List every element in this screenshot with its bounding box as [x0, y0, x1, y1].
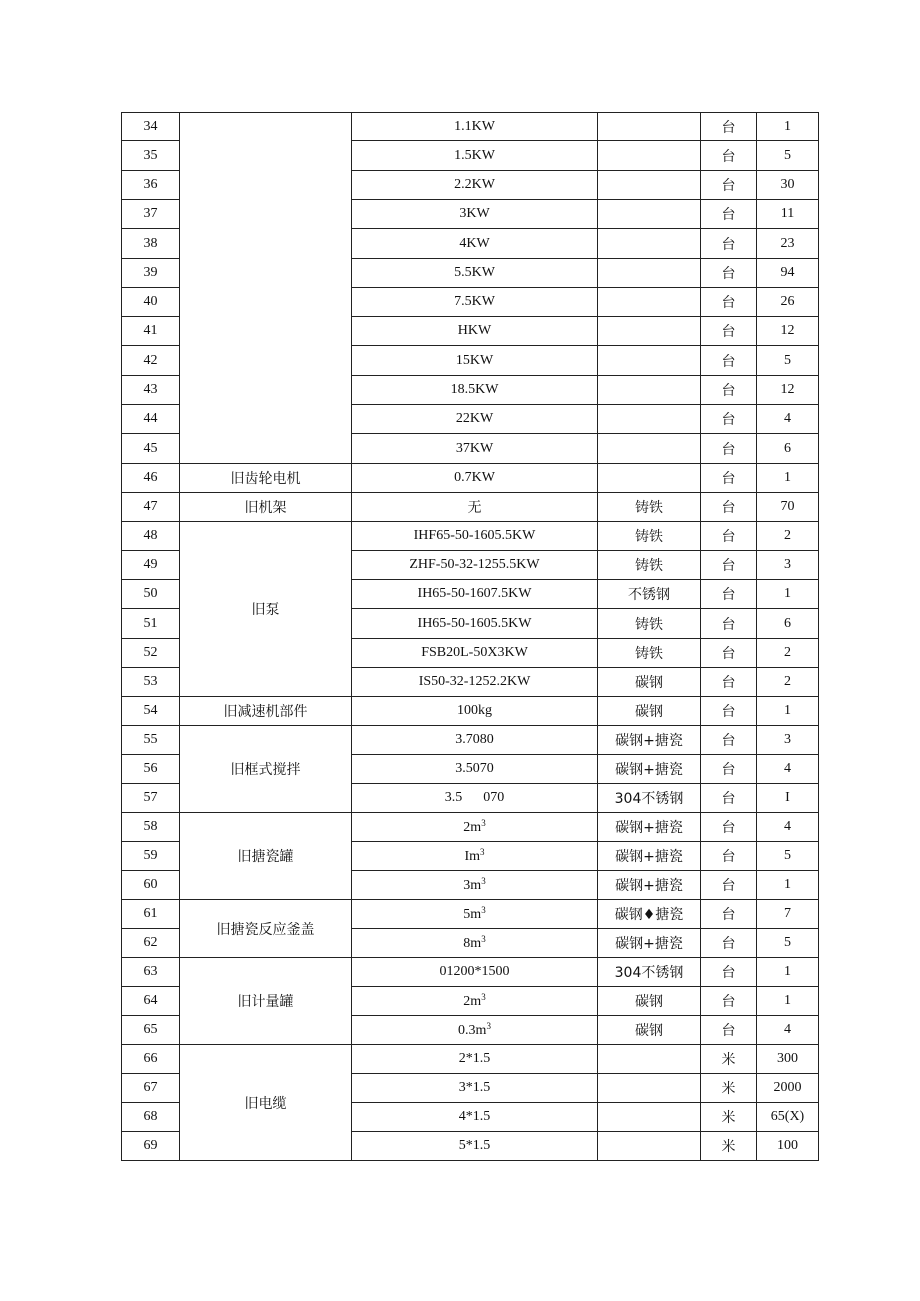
- quantity-cell: 1: [757, 697, 819, 726]
- table-row: [122, 464, 819, 493]
- spec-cell: [352, 141, 598, 171]
- spec-text: 1.1KW: [454, 118, 495, 134]
- spec-superscript: 3: [481, 876, 486, 886]
- spec-text: 2*1.5: [458, 1051, 491, 1066]
- unit-cell: 台: [701, 405, 757, 434]
- spec-text: IHF65-50-1605.5KW: [413, 528, 536, 543]
- spec-cell: [352, 1074, 598, 1103]
- unit-cell: 台: [701, 987, 757, 1016]
- spec-superscript: 3: [481, 992, 486, 1002]
- unit-cell: 台: [701, 842, 757, 871]
- spec-cell: [352, 317, 598, 346]
- material-cell: [598, 317, 701, 346]
- material-cell: 304不锈钢: [598, 958, 701, 987]
- unit-cell: 台: [701, 200, 757, 229]
- spec-text: 3KW: [459, 206, 490, 221]
- unit-cell: 台: [701, 522, 757, 551]
- item-name-cell: 旧减速机部件: [180, 697, 352, 726]
- material-cell: [598, 171, 701, 200]
- unit-cell: 台: [701, 376, 757, 405]
- spec-cell: [352, 929, 598, 958]
- spec-cell: [352, 900, 598, 929]
- spec-text: 2m: [463, 994, 482, 1009]
- material-cell: [598, 113, 701, 141]
- spec-text: 7.5KW: [454, 294, 495, 309]
- spec-text: IH65-50-1605.5KW: [417, 615, 532, 631]
- material-cell: 碳钢+搪瓷: [598, 929, 701, 958]
- table-row: [122, 1045, 819, 1074]
- quantity-cell: 65(X): [757, 1103, 819, 1132]
- row-number-cell: 50: [122, 580, 180, 609]
- spec-text: 3.5070: [455, 761, 494, 776]
- spec-cell: [352, 1016, 598, 1045]
- material-cell: 碳钢+搪瓷: [598, 842, 701, 871]
- row-number-cell: 55: [122, 726, 180, 755]
- material-cell: [598, 464, 701, 493]
- spec-text: 3.5 070: [444, 790, 505, 805]
- row-number-cell: 62: [122, 929, 180, 958]
- row-number-cell: 47: [122, 493, 180, 522]
- row-number-cell: 53: [122, 668, 180, 697]
- quantity-cell: 300: [757, 1045, 819, 1074]
- material-cell: 铸铁: [598, 639, 701, 668]
- quantity-cell: 5: [757, 141, 819, 171]
- row-number-cell: 54: [122, 697, 180, 726]
- quantity-cell: 2000: [757, 1074, 819, 1103]
- spec-cell: [352, 697, 598, 726]
- quantity-cell: 4: [757, 755, 819, 784]
- spec-superscript: 3: [481, 934, 486, 944]
- unit-cell: 台: [701, 464, 757, 493]
- spec-cell: [352, 376, 598, 405]
- spec-text: 3*1.5: [458, 1080, 491, 1095]
- spec-text: 4KW: [459, 235, 490, 251]
- unit-cell: 台: [701, 900, 757, 929]
- unit-cell: 台: [701, 580, 757, 609]
- item-name-cell: 旧泵: [180, 522, 352, 697]
- unit-cell: 台: [701, 229, 757, 259]
- row-number-cell: 38: [122, 229, 180, 259]
- row-number-cell: 66: [122, 1045, 180, 1074]
- unit-cell: 米: [701, 1132, 757, 1161]
- quantity-cell: 2: [757, 668, 819, 697]
- row-number-cell: 35: [122, 141, 180, 171]
- table-row: [122, 522, 819, 551]
- unit-cell: 台: [701, 609, 757, 639]
- spec-cell: [352, 259, 598, 288]
- material-cell: 碳钢: [598, 987, 701, 1016]
- quantity-cell: 12: [757, 317, 819, 346]
- material-cell: [598, 141, 701, 171]
- quantity-cell: 23: [757, 229, 819, 259]
- spec-text: 18.5KW: [450, 382, 499, 397]
- material-cell: 碳钢♦搪瓷: [598, 900, 701, 929]
- quantity-cell: 4: [757, 405, 819, 434]
- row-number-cell: 69: [122, 1132, 180, 1161]
- material-cell: [598, 346, 701, 376]
- material-cell: 碳钢: [598, 668, 701, 697]
- unit-cell: 台: [701, 141, 757, 171]
- row-number-cell: 49: [122, 551, 180, 580]
- material-cell: 铸铁: [598, 493, 701, 522]
- spec-text: 无: [467, 501, 482, 516]
- spec-cell: [352, 639, 598, 668]
- spec-text: 37KW: [455, 440, 494, 456]
- quantity-cell: 7: [757, 900, 819, 929]
- table-row: [122, 958, 819, 987]
- unit-cell: 台: [701, 434, 757, 464]
- table-row: [122, 726, 819, 755]
- spec-text: 100kg: [457, 703, 492, 718]
- material-cell: 铸铁: [598, 609, 701, 639]
- quantity-cell: 30: [757, 171, 819, 200]
- material-cell: 铸铁: [598, 551, 701, 580]
- spec-cell: [352, 434, 598, 464]
- spec-cell: [352, 493, 598, 522]
- row-number-cell: 45: [122, 434, 180, 464]
- quantity-cell: 1: [757, 987, 819, 1016]
- quantity-cell: 4: [757, 813, 819, 842]
- spec-text: 3.7080: [455, 732, 494, 747]
- quantity-cell: 12: [757, 376, 819, 405]
- spec-cell: [352, 551, 598, 580]
- spec-superscript: 3: [481, 818, 486, 828]
- spec-cell: [352, 1045, 598, 1074]
- spec-cell: [352, 200, 598, 229]
- material-cell: 碳钢+搪瓷: [598, 755, 701, 784]
- material-cell: [598, 1074, 701, 1103]
- unit-cell: 台: [701, 288, 757, 317]
- unit-cell: 台: [701, 813, 757, 842]
- row-number-cell: 67: [122, 1074, 180, 1103]
- table-row: [122, 493, 819, 522]
- spec-cell: [352, 1132, 598, 1161]
- unit-cell: 台: [701, 755, 757, 784]
- unit-cell: 台: [701, 784, 757, 813]
- quantity-cell: 1: [757, 113, 819, 141]
- material-cell: [598, 1103, 701, 1132]
- unit-cell: 台: [701, 929, 757, 958]
- material-cell: 铸铁: [598, 522, 701, 551]
- spec-text: 0.7KW: [454, 470, 495, 485]
- spec-cell: [352, 987, 598, 1016]
- spec-text: 5m: [463, 907, 482, 922]
- quantity-cell: 3: [757, 551, 819, 580]
- quantity-cell: 26: [757, 288, 819, 317]
- unit-cell: 台: [701, 493, 757, 522]
- spec-text: 22KW: [455, 411, 494, 426]
- material-cell: [598, 288, 701, 317]
- quantity-cell: 5: [757, 346, 819, 376]
- row-number-cell: 64: [122, 987, 180, 1016]
- spec-cell: [352, 958, 598, 987]
- row-number-cell: 41: [122, 317, 180, 346]
- spec-text: 4*1.5: [458, 1109, 491, 1124]
- material-cell: 304不锈钢: [598, 784, 701, 813]
- row-number-cell: 65: [122, 1016, 180, 1045]
- row-number-cell: 59: [122, 842, 180, 871]
- unit-cell: 台: [701, 697, 757, 726]
- quantity-cell: 1: [757, 958, 819, 987]
- quantity-cell: 6: [757, 609, 819, 639]
- row-number-cell: 46: [122, 464, 180, 493]
- spec-text: 1.5KW: [454, 147, 495, 163]
- row-number-cell: 68: [122, 1103, 180, 1132]
- row-number-cell: 58: [122, 813, 180, 842]
- spec-text: 01200*1500: [439, 964, 510, 979]
- material-cell: 碳钢: [598, 1016, 701, 1045]
- row-number-cell: 60: [122, 871, 180, 900]
- spec-superscript: 3: [486, 1021, 491, 1031]
- quantity-cell: 5: [757, 842, 819, 871]
- unit-cell: 米: [701, 1103, 757, 1132]
- equipment-inventory-table: [121, 112, 819, 1161]
- item-name-cell: 旧机架: [180, 493, 352, 522]
- row-number-cell: 34: [122, 113, 180, 141]
- row-number-cell: 40: [122, 288, 180, 317]
- row-number-cell: 39: [122, 259, 180, 288]
- spec-text: 2.2KW: [454, 177, 495, 192]
- quantity-cell: 1: [757, 871, 819, 900]
- spec-text: 2m: [463, 820, 482, 835]
- table-row: [122, 900, 819, 929]
- spec-text: FSB20L-50X3KW: [421, 645, 528, 660]
- item-name-cell: 旧搪瓷罐: [180, 813, 352, 900]
- quantity-cell: 2: [757, 639, 819, 668]
- spec-text: IS50-32-1252.2KW: [418, 674, 531, 689]
- spec-cell: [352, 726, 598, 755]
- spec-cell: [352, 668, 598, 697]
- spec-text: HKW: [457, 323, 492, 338]
- spec-text: 3m: [463, 878, 482, 893]
- quantity-cell: 2: [757, 522, 819, 551]
- spec-cell: [352, 1103, 598, 1132]
- unit-cell: 台: [701, 317, 757, 346]
- spec-cell: [352, 842, 598, 871]
- spec-cell: [352, 871, 598, 900]
- material-cell: [598, 405, 701, 434]
- spec-cell: [352, 522, 598, 551]
- item-name-cell: 旧齿轮电机: [180, 464, 352, 493]
- unit-cell: 台: [701, 958, 757, 987]
- spec-text: 8m: [463, 936, 482, 951]
- row-number-cell: 57: [122, 784, 180, 813]
- quantity-cell: 5: [757, 929, 819, 958]
- row-number-cell: 42: [122, 346, 180, 376]
- unit-cell: 台: [701, 259, 757, 288]
- spec-cell: [352, 346, 598, 376]
- quantity-cell: I: [757, 784, 819, 813]
- spec-cell: [352, 784, 598, 813]
- spec-text: ZHF-50-32-1255.5KW: [409, 557, 540, 572]
- spec-cell: [352, 755, 598, 784]
- spec-text: 15KW: [455, 352, 494, 368]
- spec-cell: [352, 580, 598, 609]
- spec-superscript: 3: [480, 847, 485, 857]
- spec-text: 5*1.5: [458, 1138, 491, 1153]
- spec-cell: [352, 113, 598, 141]
- item-name-cell: 旧框式搅拌: [180, 726, 352, 813]
- spec-superscript: 3: [481, 905, 486, 915]
- unit-cell: 台: [701, 1016, 757, 1045]
- spec-text: IH65-50-1607.5KW: [417, 586, 532, 601]
- row-number-cell: 37: [122, 200, 180, 229]
- unit-cell: 米: [701, 1045, 757, 1074]
- row-number-cell: 51: [122, 609, 180, 639]
- material-cell: [598, 229, 701, 259]
- unit-cell: 米: [701, 1074, 757, 1103]
- quantity-cell: 70: [757, 493, 819, 522]
- quantity-cell: 1: [757, 580, 819, 609]
- quantity-cell: 6: [757, 434, 819, 464]
- item-name-cell: 旧计量罐: [180, 958, 352, 1045]
- material-cell: [598, 376, 701, 405]
- row-number-cell: 63: [122, 958, 180, 987]
- unit-cell: 台: [701, 171, 757, 200]
- item-name-cell: 旧电缆: [180, 1045, 352, 1161]
- table-row: [122, 113, 819, 141]
- material-cell: 碳钢+搪瓷: [598, 871, 701, 900]
- material-cell: [598, 1045, 701, 1074]
- quantity-cell: 11: [757, 200, 819, 229]
- unit-cell: 台: [701, 346, 757, 376]
- material-cell: [598, 259, 701, 288]
- row-number-cell: 43: [122, 376, 180, 405]
- table-row: [122, 813, 819, 842]
- unit-cell: 台: [701, 639, 757, 668]
- item-name-cell: [180, 113, 352, 464]
- quantity-cell: 3: [757, 726, 819, 755]
- material-cell: 碳钢+搪瓷: [598, 726, 701, 755]
- unit-cell: 台: [701, 871, 757, 900]
- unit-cell: 台: [701, 551, 757, 580]
- spec-cell: [352, 229, 598, 259]
- spec-cell: [352, 405, 598, 434]
- unit-cell: 台: [701, 668, 757, 697]
- spec-cell: [352, 813, 598, 842]
- spec-cell: [352, 288, 598, 317]
- quantity-cell: 1: [757, 464, 819, 493]
- quantity-cell: 94: [757, 259, 819, 288]
- material-cell: 碳钢+搪瓷: [598, 813, 701, 842]
- quantity-cell: 100: [757, 1132, 819, 1161]
- material-cell: 不锈钢: [598, 580, 701, 609]
- row-number-cell: 52: [122, 639, 180, 668]
- item-name-cell: 旧搪瓷反应釜盖: [180, 900, 352, 958]
- spec-cell: [352, 464, 598, 493]
- row-number-cell: 36: [122, 171, 180, 200]
- spec-text: 0.3m: [458, 1023, 487, 1038]
- material-cell: [598, 200, 701, 229]
- spec-text: Im: [464, 849, 481, 864]
- material-cell: [598, 434, 701, 464]
- spec-cell: [352, 171, 598, 200]
- row-number-cell: 48: [122, 522, 180, 551]
- row-number-cell: 44: [122, 405, 180, 434]
- table-row: [122, 697, 819, 726]
- row-number-cell: 56: [122, 755, 180, 784]
- unit-cell: 台: [701, 113, 757, 141]
- spec-cell: [352, 609, 598, 639]
- quantity-cell: 4: [757, 1016, 819, 1045]
- unit-cell: 台: [701, 726, 757, 755]
- spec-text: 5.5KW: [454, 265, 495, 280]
- row-number-cell: 61: [122, 900, 180, 929]
- material-cell: [598, 1132, 701, 1161]
- material-cell: 碳钢: [598, 697, 701, 726]
